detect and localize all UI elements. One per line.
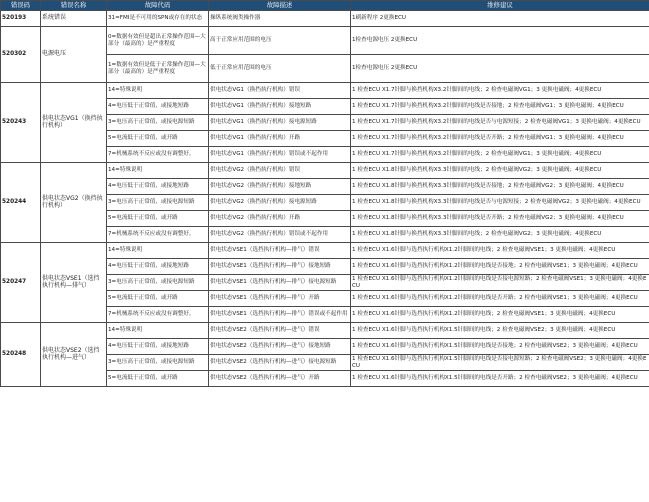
fault-description-cell: 供电状态VG2（换挡执行机构）接地短路 bbox=[209, 179, 351, 195]
error-name-cell: 供电状态VG2（换挡执行机构） bbox=[41, 163, 107, 243]
fault-description-cell: 高于正常应用范围的电压 bbox=[209, 27, 351, 55]
repair-advice-cell: 1 检查ECU X1.8针脚与换挡机构X3.3针脚间的电线是否与电源短接；2 检查电磁阀VG2；3 更换电磁阀；4更换ECU bbox=[351, 195, 649, 211]
fault-description-cell: 供电状态VSE2（选挡执行机构—进气）错误 bbox=[209, 323, 351, 339]
fault-code-cell: 0=数据有效但是超出正常操作范围—大部分（最高的）是严重程度 bbox=[107, 27, 209, 55]
fault-description-cell: 供电状态VSE1（选挡执行机构—排气）接电源短路 bbox=[209, 275, 351, 291]
header-row bbox=[1, 1, 649, 11]
repair-advice-cell: 1 检查ECU X1.6针脚与选挡执行机构X1.5针脚间的电线是否接电源短路；2 检查电磁阀VSE2；3 更换电磁阀；4更换ECU bbox=[351, 355, 649, 371]
fault-description-cell: 供电状态VSE1（选挡执行机构—排气）开路 bbox=[209, 291, 351, 307]
fault-code-cell: 4=电压低于正常值，或接地短路 bbox=[107, 259, 209, 275]
error-code-cell: 520247 bbox=[1, 243, 41, 323]
fault-description-cell: 操纵系统阀类操作器 bbox=[209, 11, 351, 27]
repair-advice-cell: 1 检查ECU X1.8针脚与换挡机构X3.3针脚间的电线；2 检查电磁阀VG2；3 更换电磁阀；4更换ECU bbox=[351, 163, 649, 179]
repair-advice-cell: 1 检查ECU X1.7针脚与换挡机构X3.2针脚间的电线是否与电源短接；2 检查电磁阀VG1；3 更换电磁阀；4更换ECU bbox=[351, 115, 649, 131]
fault-code-cell: 1=数据有效但是低于正常操作范围—大部分（最高的）是严重程度 bbox=[107, 55, 209, 83]
repair-advice-cell: 1 检查ECU X1.7针脚与换挡机构X3.2针脚间的电线；2 检查电磁阀VG1；3 更换电磁阀；4更换ECU bbox=[351, 147, 649, 163]
fault-code-cell: 14=特殊说明 bbox=[107, 243, 209, 259]
error-code-cell: 520302 bbox=[1, 27, 41, 83]
fault-description-cell: 供电状态VG1（换挡执行机构）接地短路 bbox=[209, 99, 351, 115]
fault-code-cell: 5=电流低于正常值，或开路 bbox=[107, 371, 209, 387]
repair-advice-cell: 1检查电源电压 2更换ECU bbox=[351, 55, 649, 83]
repair-advice-cell: 1 检查ECU X1.6针脚与选挡执行机构X1.2针脚间的电线；2 检查电磁阀VSE1；3 更换电磁阀；4更换ECU bbox=[351, 243, 649, 259]
header-error-name: 错误名称 bbox=[41, 1, 107, 11]
header-fault-description: 故障描述 bbox=[209, 1, 351, 11]
fault-code-cell: 4=电压低于正常值，或接地短路 bbox=[107, 179, 209, 195]
fault-code-cell: 5=电流低于正常值，或开路 bbox=[107, 131, 209, 147]
fault-code-cell: 7=机械系统不反应或没有调整好。 bbox=[107, 307, 209, 323]
error-name-cell: 供电状态VSE2（选挡执行机构—进气） bbox=[41, 323, 107, 387]
repair-advice-cell: 1 检查ECU X1.6针脚与选挡执行机构X1.2针脚间的电线；2 检查电磁阀VSE1；3 更换电磁阀；4更换ECU bbox=[351, 307, 649, 323]
repair-advice-cell: 1 检查ECU X1.6针脚与选挡执行机构X1.2针脚间的电线是否接电源短路；2 检查电磁阀VSE1；3 更换电磁阀；4更换ECU bbox=[351, 275, 649, 291]
fault-description-cell: 供电状态VSE2（选挡执行机构—进气）接地短路 bbox=[209, 339, 351, 355]
fault-code-cell: 5=电流低于正常值，或开路 bbox=[107, 291, 209, 307]
fault-description-cell: 低于正常应用范围的电压 bbox=[209, 55, 351, 83]
error-name-cell: 供电状态VG1（换挡执行机构） bbox=[41, 83, 107, 163]
fault-code-cell: 14=特殊说明 bbox=[107, 163, 209, 179]
fault-code-cell: 3=电压高于正常值，或接电源短路 bbox=[107, 355, 209, 371]
error-name-cell: 电源电压 bbox=[41, 27, 107, 83]
error-name-cell: 系统错误 bbox=[41, 11, 107, 27]
table-row bbox=[1, 323, 649, 339]
fault-code-cell: 5=电流低于正常值，或开路 bbox=[107, 211, 209, 227]
table-row bbox=[1, 27, 649, 55]
error-code-cell: 520243 bbox=[1, 83, 41, 163]
fault-description-cell: 供电状态VSE2（选挡执行机构—进气）接电源短路 bbox=[209, 355, 351, 371]
fault-code-cell: 7=机械系统不反应或没有调整好。 bbox=[107, 227, 209, 243]
repair-advice-cell: 1 检查ECU X1.8针脚与换挡机构X3.3针脚间的电线是否开路；2 检查电磁阀VG2；3 更换电磁阀；4更换ECU bbox=[351, 211, 649, 227]
table-row bbox=[1, 11, 649, 27]
fault-description-cell: 供电状态VG2（换挡执行机构）接电源短路 bbox=[209, 195, 351, 211]
table-row bbox=[1, 243, 649, 259]
fault-description-cell: 供电状态VSE1（选挡执行机构—排气）接地短路 bbox=[209, 259, 351, 275]
table-body bbox=[1, 11, 649, 387]
fault-code-cell: 31=FMI是不可用的SPN或存在的状态 bbox=[107, 11, 209, 27]
fault-code-cell: 3=电压高于正常值，或接电源短路 bbox=[107, 195, 209, 211]
repair-advice-cell: 1 检查ECU X1.7针脚与换挡机构X3.2针脚间的电线是否接地；2 检查电磁阀VG1；3 更换电磁阀；4更换ECU bbox=[351, 99, 649, 115]
fault-description-cell: 供电状态VG2（换挡执行机构）错误 bbox=[209, 163, 351, 179]
error-code-cell: 520248 bbox=[1, 323, 41, 387]
fault-code-cell: 3=电压高于正常值，或接电源短路 bbox=[107, 115, 209, 131]
fault-code-cell: 4=电压低于正常值，或接地短路 bbox=[107, 99, 209, 115]
repair-advice-cell: 1 检查ECU X1.6针脚与选挡执行机构X1.2针脚间的电线是否接地；2 检查电磁阀VSE1；3 更换电磁阀；4更换ECU bbox=[351, 259, 649, 275]
table-row bbox=[1, 163, 649, 179]
table-row bbox=[1, 83, 649, 99]
fault-description-cell: 供电状态VG2（换挡执行机构）错误或不起作用 bbox=[209, 227, 351, 243]
repair-advice-cell: 1 检查ECU X1.8针脚与换挡机构X3.3针脚间的电线是否接地；2 检查电磁阀VG2；3 更换电磁阀；4更换ECU bbox=[351, 179, 649, 195]
fault-description-cell: 供电状态VSE1（选挡执行机构—排气）错误 bbox=[209, 243, 351, 259]
header-error-code: 错误码 bbox=[1, 1, 41, 11]
repair-advice-cell: 1 检查ECU X1.7针脚与换挡机构X3.2针脚间的电线是否开路；2 检查电磁阀VG1；3 更换电磁阀；4更换ECU bbox=[351, 131, 649, 147]
fault-code-cell: 7=机械系统不反应或没有调整好。 bbox=[107, 147, 209, 163]
fault-description-cell: 供电状态VG1（换挡执行机构）错误 bbox=[209, 83, 351, 99]
fault-code-cell: 3=电压高于正常值，或接电源短路 bbox=[107, 275, 209, 291]
fault-code-cell: 14=特殊说明 bbox=[107, 323, 209, 339]
repair-advice-cell: 1 检查ECU X1.7针脚与换挡机构X3.2针脚间的电线；2 检查电磁阀VG1；3 更换电磁阀；4更换ECU bbox=[351, 83, 649, 99]
repair-advice-cell: 1 检查ECU X1.6针脚与选挡执行机构X1.2针脚间的电线是否开路；2 检查电磁阀VSE1；3 更换电磁阀；4更换ECU bbox=[351, 291, 649, 307]
repair-advice-cell: 1 检查ECU X1.6针脚与选挡执行机构X1.5针脚间的电线是否开路；2 检查电磁阀VSE2；3 更换电磁阀；4更换ECU bbox=[351, 371, 649, 387]
repair-advice-cell: 1 检查ECU X1.6针脚与选挡执行机构X1.5针脚间的电线；2 检查电磁阀VSE2；3 更换电磁阀；4更换ECU bbox=[351, 323, 649, 339]
header-repair-advice: 维修建议 bbox=[351, 1, 649, 11]
error-code-cell: 520193 bbox=[1, 11, 41, 27]
fault-description-cell: 供电状态VG1（换挡执行机构）开路 bbox=[209, 131, 351, 147]
repair-advice-cell: 1刷新程序 2更换ECU bbox=[351, 11, 649, 27]
repair-advice-cell: 1检查电源电压 2更换ECU bbox=[351, 27, 649, 55]
repair-advice-cell: 1 检查ECU X1.8针脚与换挡机构X3.3针脚间的电线；2 检查电磁阀VG2；3 更换电磁阀；4更换ECU bbox=[351, 227, 649, 243]
fault-description-cell: 供电状态VG1（换挡执行机构）接电源短路 bbox=[209, 115, 351, 131]
fault-description-cell: 供电状态VG1（换挡执行机构）错误或不起作用 bbox=[209, 147, 351, 163]
fault-code-cell: 14=特殊说明 bbox=[107, 83, 209, 99]
fault-description-cell: 供电状态VG2（换挡执行机构）开路 bbox=[209, 211, 351, 227]
error-code-cell: 520244 bbox=[1, 163, 41, 243]
repair-advice-cell: 1 检查ECU X1.6针脚与选挡执行机构X1.5针脚间的电线是否接地；2 检查电磁阀VSE2；3 更换电磁阀；4更换ECU bbox=[351, 339, 649, 355]
header-fault-code: 故障代码 bbox=[107, 1, 209, 11]
fault-code-cell: 4=电压低于正常值，或接地短路 bbox=[107, 339, 209, 355]
fault-description-cell: 供电状态VSE1（选挡执行机构—排气）错误或不起作用 bbox=[209, 307, 351, 323]
fault-description-cell: 供电状态VSE2（选挡执行机构—进气）开路 bbox=[209, 371, 351, 387]
error-name-cell: 供电状态VSE1（选挡执行机构—排气） bbox=[41, 243, 107, 323]
